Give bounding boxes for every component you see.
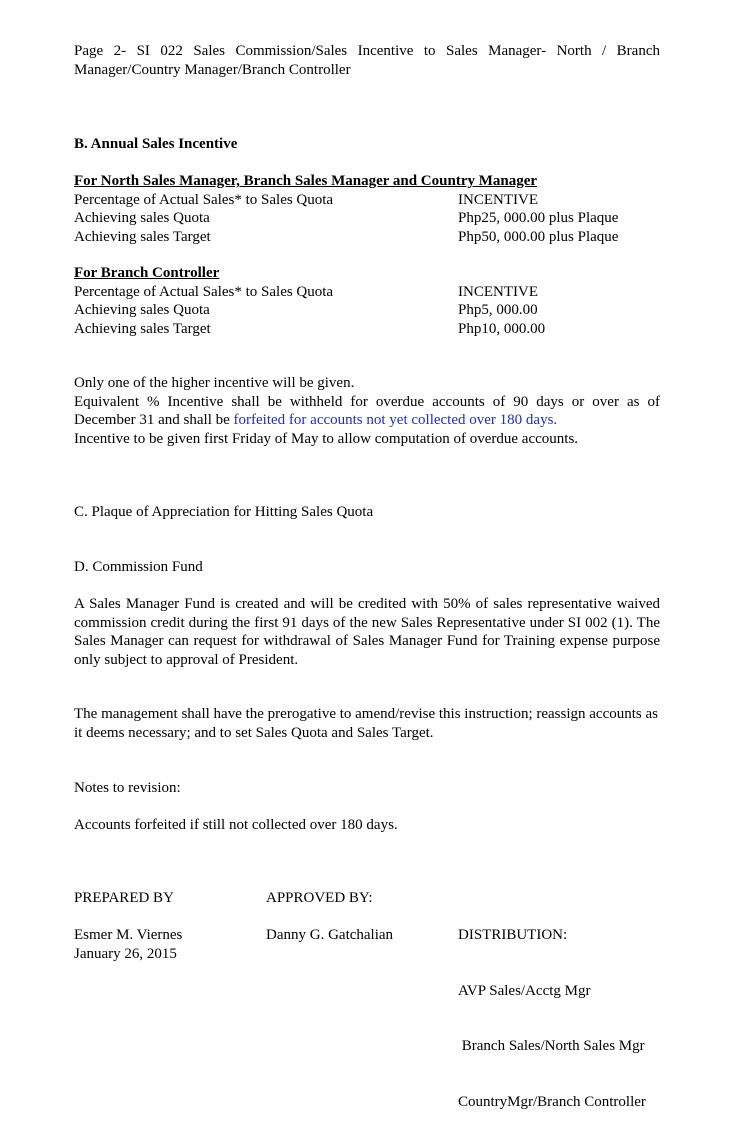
row-label: Achieving sales Quota <box>74 210 210 226</box>
prepared-date: January 26, 2015 <box>74 945 177 962</box>
table-row <box>74 228 660 247</box>
row-value: INCENTIVE <box>458 283 538 300</box>
group2-heading: For Branch Controller <box>74 265 220 281</box>
row-label: Percentage of Actual Sales* to Sales Quota <box>74 191 334 208</box>
table-row <box>74 283 660 302</box>
row-label: Achieving sales Target <box>74 228 211 245</box>
distribution-item: CountryMgr/Branch Controller <box>458 1093 646 1110</box>
row-label: Percentage of Actual Sales* to Sales Quota <box>74 283 334 300</box>
incentive-notes <box>74 374 660 448</box>
section-c-title: C. Plaque of Appreciation for Hitting Sales Quota <box>74 504 374 520</box>
revision-title: Notes to revision: <box>74 780 181 796</box>
approved-name: Danny G. Gatchalian <box>266 927 394 943</box>
management-clause: The management shall have the prerogative to amend/revise this instruction; reassign accounts as it deems necessary; and to set Sales Quota and Sales Target. <box>74 706 658 741</box>
prepared-by <box>74 889 182 963</box>
row-label: Achieving sales Target <box>74 320 211 337</box>
row-value: INCENTIVE <box>458 191 538 208</box>
revision-text: Accounts forfeited if still not collected over 180 days. <box>74 817 398 833</box>
note-line-2 <box>74 393 660 430</box>
table-row <box>74 191 660 210</box>
incentive-table-controller <box>74 264 660 338</box>
approved-by <box>266 889 393 945</box>
signature-block <box>74 889 660 1110</box>
row-label: Achieving sales Quota <box>74 302 210 318</box>
forfeit-highlight: forfeited for accounts not yet collected over 180 days. <box>233 412 558 428</box>
section-d-title: D. Commission Fund <box>74 559 203 575</box>
distribution-label: DISTRIBUTION: <box>458 927 568 943</box>
row-value: Php10, 000.00 <box>458 320 546 337</box>
section-b-title: B. Annual Sales Incentive <box>74 136 238 152</box>
page-header: Page 2- SI 022 Sales Commission/Sales Incentive to Sales Manager- North / Branch Manager/Country Manager/Branch Controller <box>74 43 660 78</box>
distribution <box>458 889 646 1148</box>
row-value: Php50, 000.00 plus Plaque <box>458 228 619 245</box>
row-value: Php5, 000.00 <box>458 302 538 318</box>
note-line-3: Incentive to be given first Friday of May to allow computation of overdue accounts. <box>74 430 579 447</box>
row-value: Php25, 000.00 plus Plaque <box>458 210 619 226</box>
table-row <box>74 301 660 320</box>
prepared-label: PREPARED BY <box>74 890 174 906</box>
note-line-1: Only one of the higher incentive will be given. <box>74 375 355 391</box>
incentive-table-managers <box>74 172 660 246</box>
approved-label: APPROVED BY: <box>266 890 373 906</box>
section-d-body: A Sales Manager Fund is created and will be credited with 50% of sales representative waived commission credit during the first 91 days of the new Sales Representative under SI 002 (1). The Sales Manager can request for withdrawal of Sales Manager Fund for Training expense purpose only subject to approval of President. <box>74 596 660 668</box>
distribution-item: AVP Sales/Acctg Mgr <box>458 982 591 999</box>
group1-heading: For North Sales Manager, Branch Sales Manager and Country Manager <box>74 173 538 189</box>
prepared-name: Esmer M. Viernes <box>74 927 183 943</box>
distribution-item: Branch Sales/North Sales Mgr <box>458 1038 645 1054</box>
table-row <box>74 209 660 228</box>
note-line-2-text: Equivalent % Incentive shall be withheld for overdue accounts of 90 days or over as of December 31 and shall be <box>74 393 660 428</box>
table-row <box>74 320 660 339</box>
